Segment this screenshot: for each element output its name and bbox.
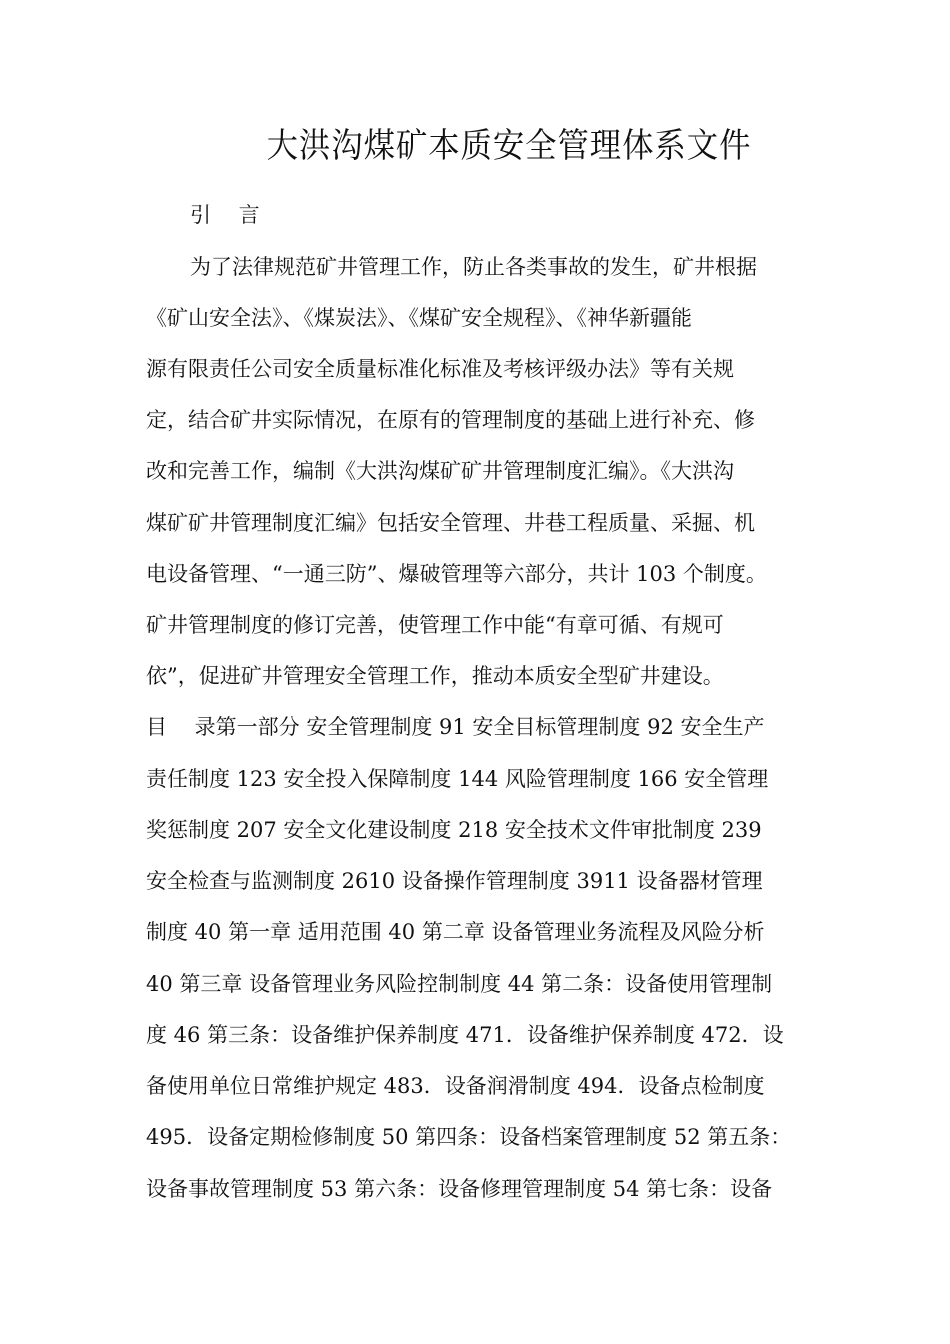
toc-line: 495．设备定期检修制度 50 第四条：设备档案管理制度 52 第五条：: [146, 1125, 792, 1149]
toc-line: 目 录第一部分 安全管理制度 91 安全目标管理制度 92 安全生产: [146, 715, 765, 739]
body-line: 矿井管理制度的修订完善，使管理工作中能“有章可循、有规可: [146, 613, 724, 637]
toc-line: 备使用单位日常维护规定 483．设备润滑制度 494．设备点检制度: [146, 1074, 765, 1098]
body-line: 依”，促进矿井管理安全管理工作，推动本质安全型矿井建设。: [146, 664, 724, 688]
body-line: 改和完善工作，编制《大洪沟煤矿矿井管理制度汇编》。《大洪沟: [146, 459, 734, 483]
toc-line: 度 46 第三条：设备维护保养制度 471．设备维护保养制度 472．设: [146, 1023, 784, 1047]
body-line: 电设备管理、“一通三防”、爆破管理等六部分，共计 103 个制度。: [146, 562, 767, 586]
body-line: 定，结合矿井实际情况，在原有的管理制度的基础上进行补充、修: [146, 408, 755, 432]
body-line: 为了法律规范矿井管理工作，防止各类事故的发生，矿井根据: [190, 255, 757, 279]
body-line: 煤矿矿井管理制度汇编》包括安全管理、井巷工程质量、采掘、机: [146, 511, 755, 535]
body-line: 《矿山安全法》、《煤炭法》、《煤矿安全规程》、《神华新疆能: [146, 306, 692, 330]
document-title: 大洪沟煤矿本质安全管理体系文件: [266, 126, 752, 166]
toc-line: 安全检查与监测制度 2610 设备操作管理制度 3911 设备器材管理: [146, 869, 763, 893]
toc-line: 责任制度 123 安全投入保障制度 144 风险管理制度 166 安全管理: [146, 767, 769, 791]
body-line: 源有限责任公司安全质量标准化标准及考核评级办法》等有关规: [146, 357, 734, 381]
toc-line: 设备事故管理制度 53 第六条：设备修理管理制度 54 第七条：设备: [146, 1177, 773, 1201]
toc-line: 奖惩制度 207 安全文化建设制度 218 安全技术文件审批制度 239: [146, 818, 762, 842]
toc-line: 制度 40 第一章 适用范围 40 第二章 设备管理业务流程及风险分析: [146, 920, 765, 944]
toc-line: 40 第三章 设备管理业务风险控制制度 44 第二条：设备使用管理制: [146, 972, 773, 996]
intro-heading: 引 言: [190, 203, 260, 227]
